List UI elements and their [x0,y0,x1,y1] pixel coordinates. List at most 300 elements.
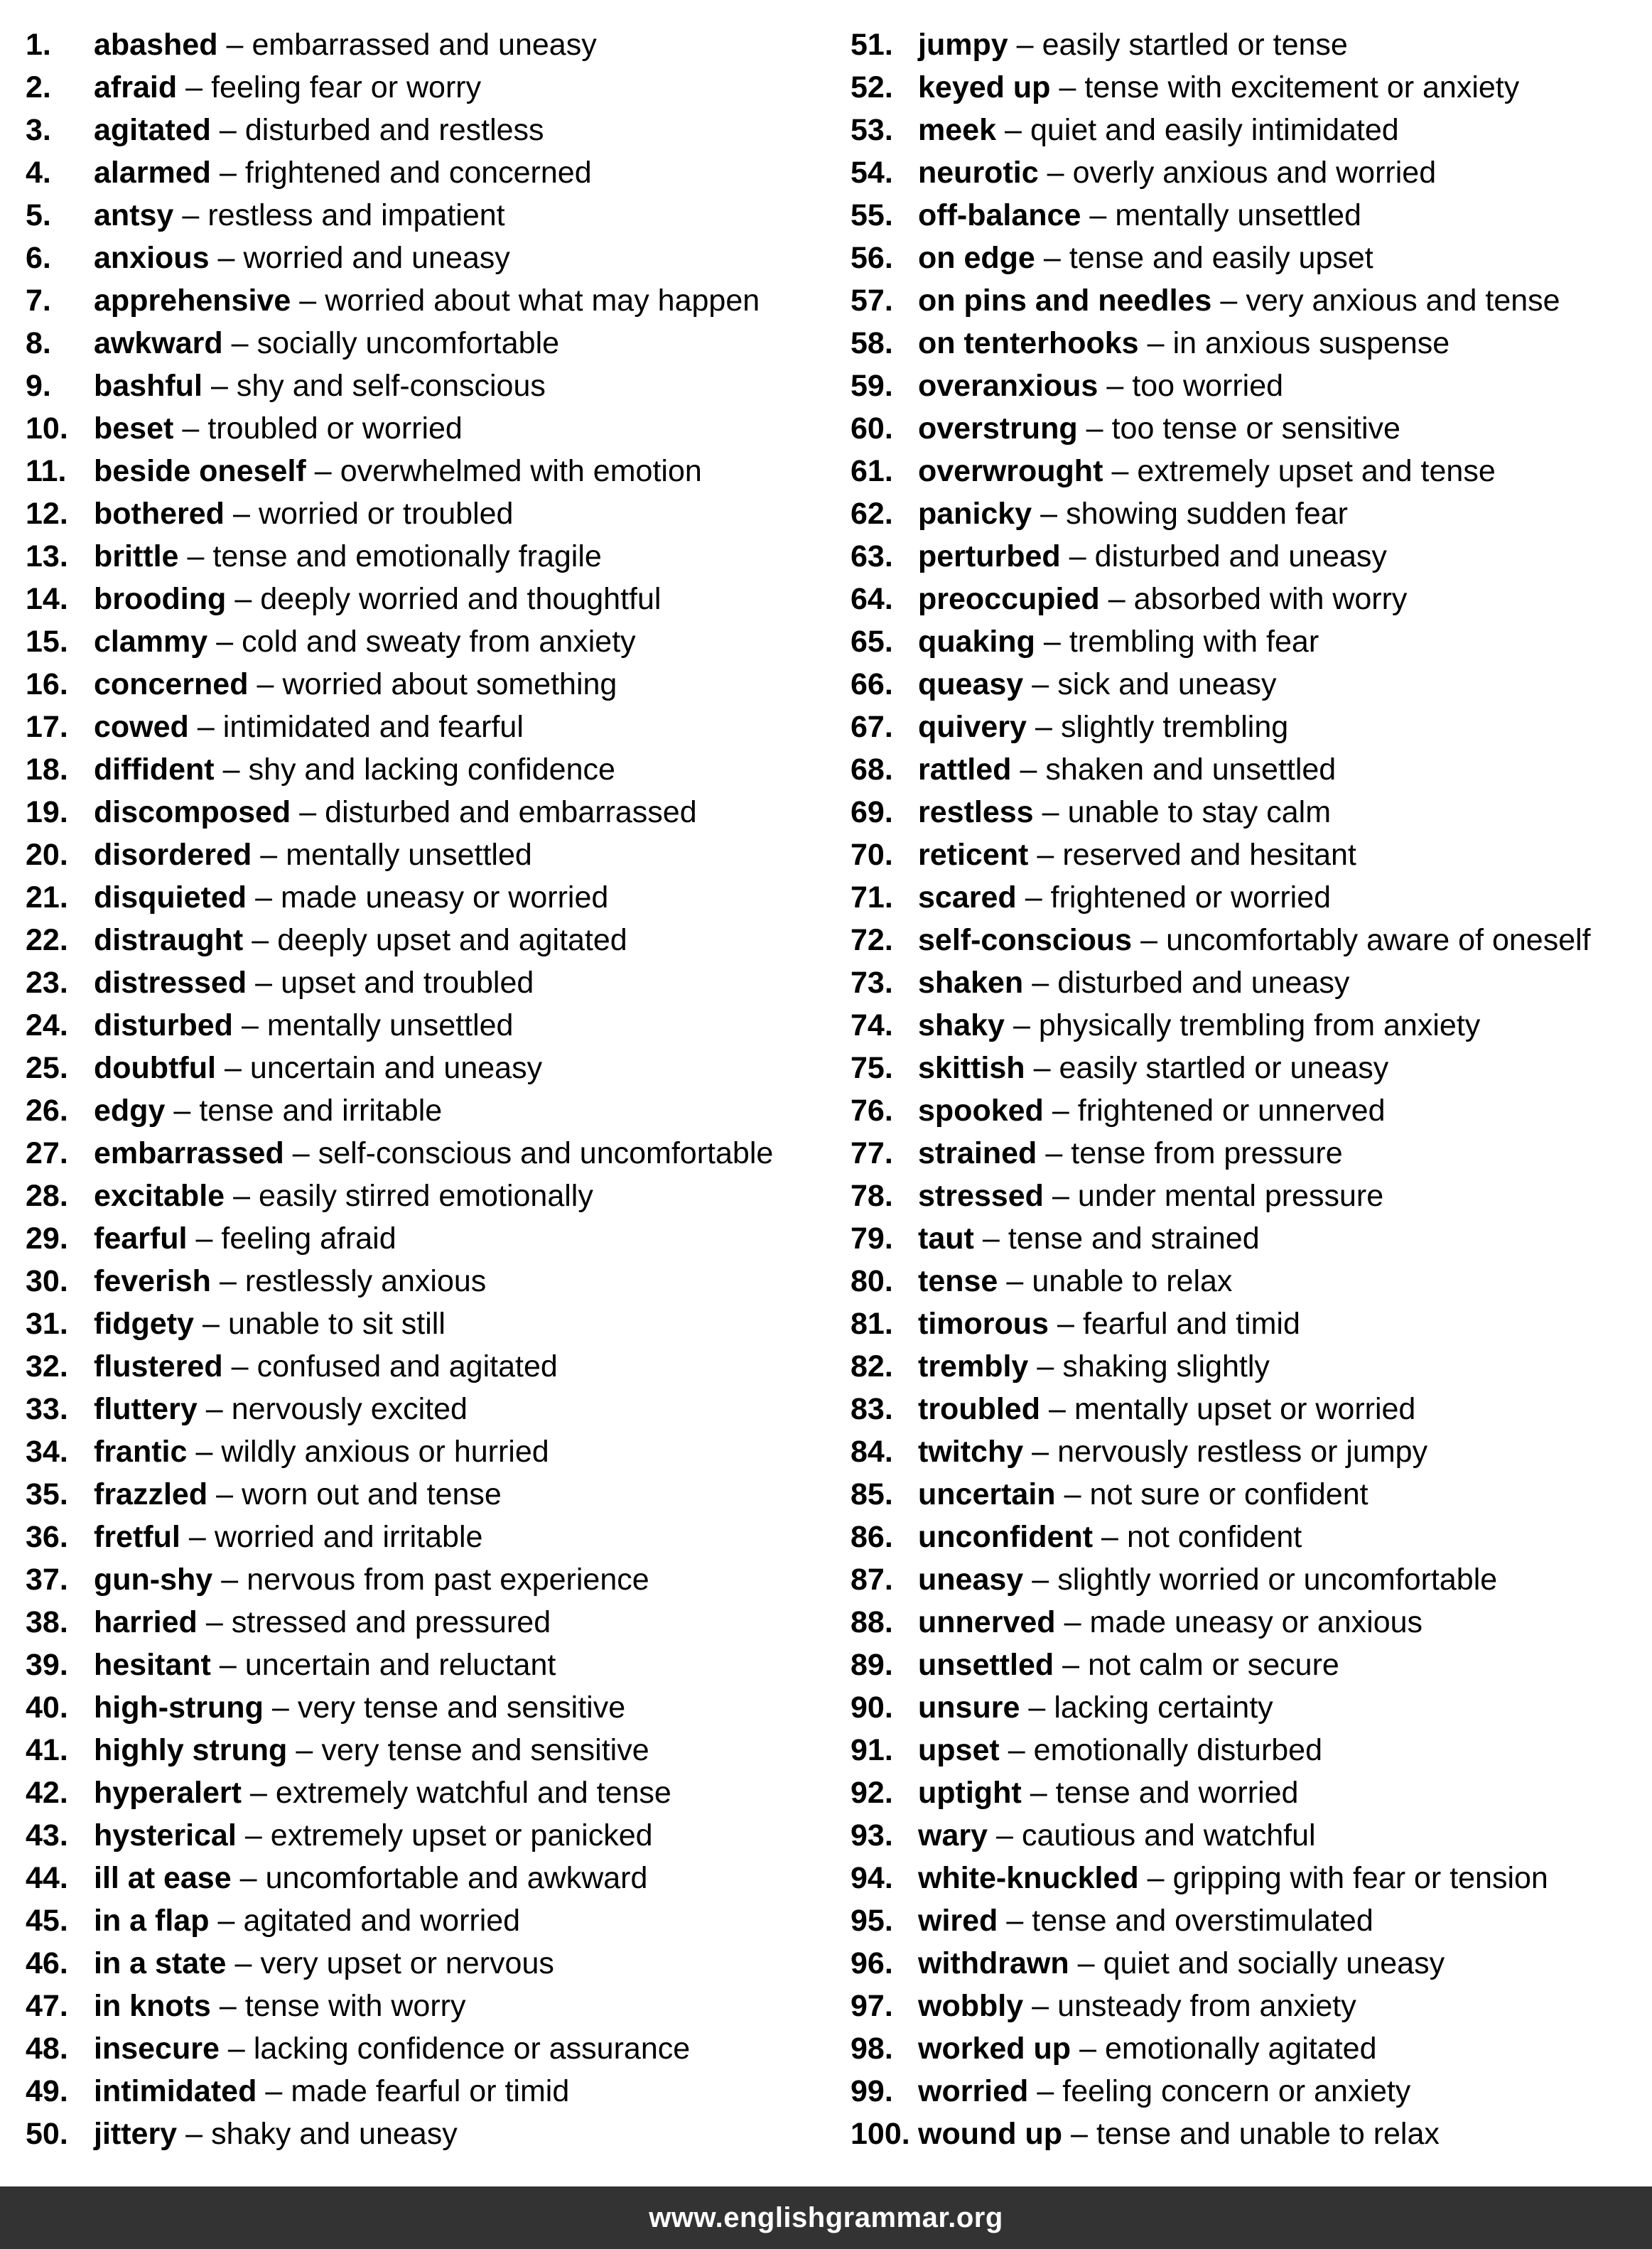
entry-number: 18. [26,753,68,787]
entry-word: diffident [94,753,215,787]
entry-separator: – [1086,411,1103,446]
entry-definition: worried or troubled [258,497,514,531]
list-item [851,1089,1646,1132]
entry-number: 11. [26,454,67,488]
entry-number: 27. [26,1136,68,1170]
list-item [851,834,1646,876]
entry-separator: – [1059,70,1076,104]
entry-definition: reserved and hesitant [1062,838,1356,872]
entry-definition: extremely watchful and tense [275,1776,671,1810]
entry-separator: – [296,1733,313,1767]
entry-separator: – [292,1136,310,1170]
entry-word: on tenterhooks [918,326,1139,360]
entry-number: 46. [26,1946,68,1980]
list-item [26,706,836,748]
entry-word: tense [918,1264,998,1298]
list-item [26,1473,836,1516]
entry-number: 73. [851,966,893,1000]
entry-number: 36. [26,1520,68,1554]
entry-number: 69. [851,795,893,829]
entry-separator: – [1033,1051,1051,1085]
entry-definition: extremely upset or panicked [270,1818,653,1852]
entry-word: taut [918,1221,974,1256]
entry-definition: tense and unable to relax [1096,2117,1440,2151]
list-item [26,748,836,791]
entry-number: 22. [26,923,68,957]
list-item [851,1004,1646,1047]
entry-separator: – [195,1435,213,1469]
entry-word: discomposed [94,795,291,829]
word-list-left-column [26,23,836,2155]
entry-number: 50. [26,2117,68,2151]
entry-word: overstrung [918,411,1078,446]
entry-word: in a flap [94,1904,210,1938]
list-item [26,1217,836,1260]
entry-separator: – [1032,1563,1049,1597]
entry-definition: uncertain and uneasy [249,1051,543,1085]
entry-separator: – [231,1349,249,1384]
entry-number: 38. [26,1605,68,1639]
list-item [851,322,1646,365]
entry-word: feverish [94,1264,211,1298]
entry-separator: – [219,113,237,147]
entry-word: strained [918,1136,1037,1170]
word-list-right-column [851,23,1646,2155]
entry-separator: – [299,284,317,318]
entry-word: troubled [918,1392,1040,1426]
entry-word: unsettled [918,1648,1054,1682]
entry-separator: – [1006,1904,1024,1938]
entry-number: 59. [851,369,893,403]
entry-number: 72. [851,923,893,957]
entry-separator: – [1032,1989,1049,2023]
entry-word: uptight [918,1776,1022,1810]
entry-separator: – [216,625,234,659]
entry-number: 61. [851,454,893,488]
entry-separator: – [1071,2117,1088,2151]
entry-definition: not sure or confident [1089,1477,1368,1511]
entry-number: 7. [26,284,51,318]
entry-definition: overwhelmed with emotion [340,454,702,488]
entry-number: 99. [851,2074,893,2108]
entry-separator: – [1079,2032,1096,2066]
entry-separator: – [216,1477,234,1511]
entry-definition: frightened and concerned [244,156,592,190]
entry-definition: unable to relax [1032,1264,1233,1298]
entry-number: 89. [851,1648,893,1682]
entry-separator: – [234,1946,252,1980]
entry-word: keyed up [918,70,1051,104]
entry-separator: – [1140,923,1158,957]
list-item [851,279,1646,322]
entry-definition: agitated and worried [243,1904,521,1938]
entry-number: 30. [26,1264,68,1298]
list-item [26,1175,836,1217]
entry-separator: – [1147,1861,1165,1895]
entry-word: antsy [94,198,174,232]
entry-separator: – [227,2032,245,2066]
entry-word: agitated [94,113,211,147]
entry-number: 87. [851,1563,893,1597]
entry-definition: tense and irritable [199,1094,443,1128]
entry-word: off-balance [918,198,1081,232]
entry-definition: nervously excited [231,1392,468,1426]
list-item [851,66,1646,109]
list-item [26,1132,836,1175]
entry-number: 31. [26,1307,68,1341]
list-item [851,1558,1646,1601]
list-item [26,1260,836,1303]
entry-separator: – [1030,1776,1047,1810]
entry-number: 5. [26,198,51,232]
entry-definition: restlessly anxious [244,1264,487,1298]
list-item [851,706,1646,748]
entry-separator: – [1040,497,1058,531]
entry-word: stressed [918,1179,1044,1213]
list-item [851,1473,1646,1516]
entry-number: 60. [851,411,893,446]
entry-word: uncertain [918,1477,1056,1511]
entry-definition: worried about what may happen [325,284,760,318]
entry-definition: tense from pressure [1071,1136,1343,1170]
entry-word: queasy [918,667,1024,701]
footer-website-link[interactable]: www.englishgrammar.org [649,2201,1003,2233]
list-item [26,151,836,194]
entry-number: 95. [851,1904,893,1938]
entry-word: fearful [94,1221,188,1256]
entry-number: 8. [26,326,51,360]
list-item [26,1516,836,1558]
entry-number: 44. [26,1861,68,1895]
entry-number: 47. [26,1989,68,2023]
entry-number: 19. [26,795,68,829]
entry-definition: tense with worry [244,1989,466,2023]
entry-separator: – [185,2117,203,2151]
entry-word: perturbed [918,539,1061,573]
entry-number: 71. [851,880,893,915]
entry-word: timorous [918,1307,1049,1341]
entry-separator: – [1005,113,1022,147]
entry-definition: tense and strained [1008,1221,1260,1256]
entry-separator: – [219,1264,237,1298]
entry-word: clammy [94,625,208,659]
entry-number: 40. [26,1690,68,1725]
entry-separator: – [1042,795,1059,829]
entry-separator: – [224,1051,242,1085]
entry-definition: easily startled or uneasy [1059,1051,1389,1085]
entry-number: 17. [26,710,68,744]
list-item [851,1771,1646,1814]
entry-definition: disturbed and uneasy [1057,966,1350,1000]
entry-definition: mentally upset or worried [1074,1392,1416,1426]
entry-definition: nervously restless or jumpy [1057,1435,1428,1469]
entry-definition: quiet and socially uneasy [1103,1946,1445,1980]
entry-word: trembly [918,1349,1029,1384]
entry-separator: – [219,1989,237,2023]
entry-word: preoccupied [918,582,1100,616]
entry-word: quivery [918,710,1027,744]
entry-word: wary [918,1818,988,1852]
list-item [26,578,836,620]
list-item [26,663,836,706]
entry-separator: – [233,1179,251,1213]
list-item [851,1942,1646,1985]
entry-number: 57. [851,284,893,318]
list-item [851,1260,1646,1303]
list-item [26,919,836,961]
list-item [851,151,1646,194]
list-item [851,1601,1646,1644]
list-item [26,1430,836,1473]
entry-number: 49. [26,2074,68,2108]
entry-word: highly strung [94,1733,288,1767]
list-item [851,1516,1646,1558]
entry-word: on pins and needles [918,284,1212,318]
entry-separator: – [1220,284,1238,318]
entry-number: 12. [26,497,68,531]
entry-separator: – [202,1307,220,1341]
entry-definition: confused and agitated [257,1349,558,1384]
entry-separator: – [1111,454,1129,488]
entry-definition: made fearful or timid [291,2074,570,2108]
entry-separator: – [226,28,244,62]
entry-word: distressed [94,966,247,1000]
entry-word: hesitant [94,1648,211,1682]
entry-definition: cold and sweaty from anxiety [242,625,636,659]
list-item [26,1985,836,2027]
entry-number: 14. [26,582,68,616]
entry-number: 94. [851,1861,893,1895]
entry-word: anxious [94,241,210,275]
entry-number: 79. [851,1221,893,1256]
entry-separator: – [260,838,278,872]
entry-word: quaking [918,625,1035,659]
entry-number: 65. [851,625,893,659]
entry-separator: – [1101,1520,1118,1554]
entry-definition: sick and uneasy [1057,667,1277,701]
entry-word: uneasy [918,1563,1024,1597]
list-item [26,2113,836,2155]
entry-number: 25. [26,1051,68,1085]
entry-definition: trembling with fear [1069,625,1319,659]
entry-word: disturbed [94,1008,233,1042]
entry-word: shaky [918,1008,1005,1042]
list-item [851,1686,1646,1729]
list-item [26,834,836,876]
entry-separator: – [1047,156,1064,190]
list-item [851,492,1646,535]
entry-separator: – [1043,625,1061,659]
entry-definition: cautious and watchful [1022,1818,1316,1852]
list-item [851,1814,1646,1857]
list-item [851,535,1646,578]
entry-number: 4. [26,156,51,190]
entry-separator: – [1108,582,1125,616]
entry-number: 75. [851,1051,893,1085]
entry-definition: not calm or secure [1088,1648,1339,1682]
entry-number: 55. [851,198,893,232]
entry-word: alarmed [94,156,211,190]
entry-separator: – [244,1818,262,1852]
entry-separator: – [255,880,272,915]
entry-word: doubtful [94,1051,216,1085]
entry-word: overanxious [918,369,1098,403]
entry-separator: – [1057,1307,1074,1341]
entry-word: hyperalert [94,1776,242,1810]
list-item [26,450,836,492]
list-item [851,1345,1646,1388]
entry-number: 41. [26,1733,68,1767]
entry-number: 85. [851,1477,893,1511]
entry-definition: lacking certainty [1054,1690,1273,1725]
entry-definition: showing sudden fear [1066,497,1348,531]
entry-definition: very tense and sensitive [321,1733,649,1767]
entry-definition: made uneasy or anxious [1089,1605,1423,1639]
entry-number: 63. [851,539,893,573]
entry-separator: – [249,1776,267,1810]
entry-word: jittery [94,2117,178,2151]
entry-definition: easily startled or tense [1042,28,1348,62]
entry-definition: unsteady from anxiety [1057,1989,1356,2023]
entry-word: worried [918,2074,1029,2108]
entry-number: 68. [851,753,893,787]
entry-definition: nervous from past experience [247,1563,649,1597]
entry-number: 21. [26,880,68,915]
list-item [26,1899,836,1942]
entry-word: on edge [918,241,1035,275]
entry-word: cowed [94,710,189,744]
entry-separator: – [185,70,203,104]
entry-word: unconfident [918,1520,1094,1554]
entry-separator: – [271,1690,289,1725]
entry-number: 3. [26,113,51,147]
entry-definition: in anxious suspense [1172,326,1450,360]
entry-separator: – [1025,880,1042,915]
entry-word: meek [918,113,996,147]
entry-definition: lacking confidence or assurance [253,2032,691,2066]
list-item [851,919,1646,961]
entry-word: worked up [918,2032,1071,2066]
entry-separator: – [265,2074,283,2108]
entry-definition: mentally unsettled [1115,198,1361,232]
entry-separator: – [1043,241,1061,275]
entry-word: reticent [918,838,1029,872]
entry-separator: – [1016,28,1034,62]
list-item [851,748,1646,791]
entry-word: upset [918,1733,1000,1767]
entry-word: harried [94,1605,198,1639]
entry-separator: – [1028,1690,1046,1725]
list-item [26,1601,836,1644]
entry-number: 29. [26,1221,68,1256]
list-item [851,194,1646,237]
entry-word: skittish [918,1051,1025,1085]
entry-number: 58. [851,326,893,360]
entry-number: 78. [851,1179,893,1213]
entry-number: 23. [26,966,68,1000]
entry-word: bothered [94,497,225,531]
list-item [851,1132,1646,1175]
list-item [851,2027,1646,2070]
list-item [26,1729,836,1771]
entry-number: 39. [26,1648,68,1682]
entry-number: 80. [851,1264,893,1298]
list-item [851,237,1646,279]
entry-definition: shy and self-conscious [236,369,546,403]
entry-number: 51. [851,28,893,62]
list-item [26,535,836,578]
entry-number: 26. [26,1094,68,1128]
entry-separator: – [1049,1392,1066,1426]
entry-separator: – [182,411,200,446]
entry-word: self-conscious [918,923,1133,957]
entry-separator: – [197,710,215,744]
list-item [26,407,836,450]
entry-definition: quiet and easily intimidated [1030,113,1399,147]
entry-number: 9. [26,369,51,403]
entry-definition: troubled or worried [207,411,463,446]
entry-separator: – [1089,198,1107,232]
list-item [26,1345,836,1388]
entry-separator: – [1013,1008,1030,1042]
entry-number: 64. [851,582,893,616]
entry-separator: – [210,369,228,403]
list-item [851,1644,1646,1686]
entry-word: frazzled [94,1477,208,1511]
entry-separator: – [187,539,205,573]
entry-word: fidgety [94,1307,194,1341]
entry-separator: – [257,667,274,701]
entry-definition: shaking slightly [1062,1349,1270,1384]
entry-definition: tense and overstimulated [1032,1904,1373,1938]
entry-word: brittle [94,539,179,573]
list-item [26,791,836,834]
list-item [26,279,836,322]
entry-number: 16. [26,667,68,701]
entry-definition: tense with excitement or anxiety [1084,70,1520,104]
entry-word: withdrawn [918,1946,1069,1980]
entry-separator: – [1052,1179,1069,1213]
list-item [851,578,1646,620]
entry-separator: – [173,1094,191,1128]
entry-word: beside oneself [94,454,306,488]
list-item [26,1004,836,1047]
entry-definition: stressed and pressured [231,1605,551,1639]
entry-separator: – [1069,539,1086,573]
entry-number: 45. [26,1904,68,1938]
entry-definition: self-conscious and uncomfortable [318,1136,774,1170]
entry-separator: – [1020,753,1037,787]
entry-definition: worried and uneasy [243,241,510,275]
entry-definition: very upset or nervous [260,1946,554,1980]
entry-definition: tense and easily upset [1069,241,1373,275]
entry-separator: – [1008,1733,1025,1767]
entry-definition: tense and worried [1055,1776,1299,1810]
entry-word: in knots [94,1989,211,2023]
entry-number: 48. [26,2032,68,2066]
entry-definition: worried and irritable [214,1520,483,1554]
entry-separator: – [205,1605,223,1639]
entry-separator: – [1006,1264,1024,1298]
entry-separator: – [1147,326,1165,360]
entry-number: 88. [851,1605,893,1639]
entry-definition: embarrassed and uneasy [252,28,597,62]
entry-number: 98. [851,2032,893,2066]
entry-definition: under mental pressure [1077,1179,1384,1213]
entry-number: 52. [851,70,893,104]
entry-definition: made uneasy or worried [281,880,609,915]
entry-separator: – [996,1818,1013,1852]
